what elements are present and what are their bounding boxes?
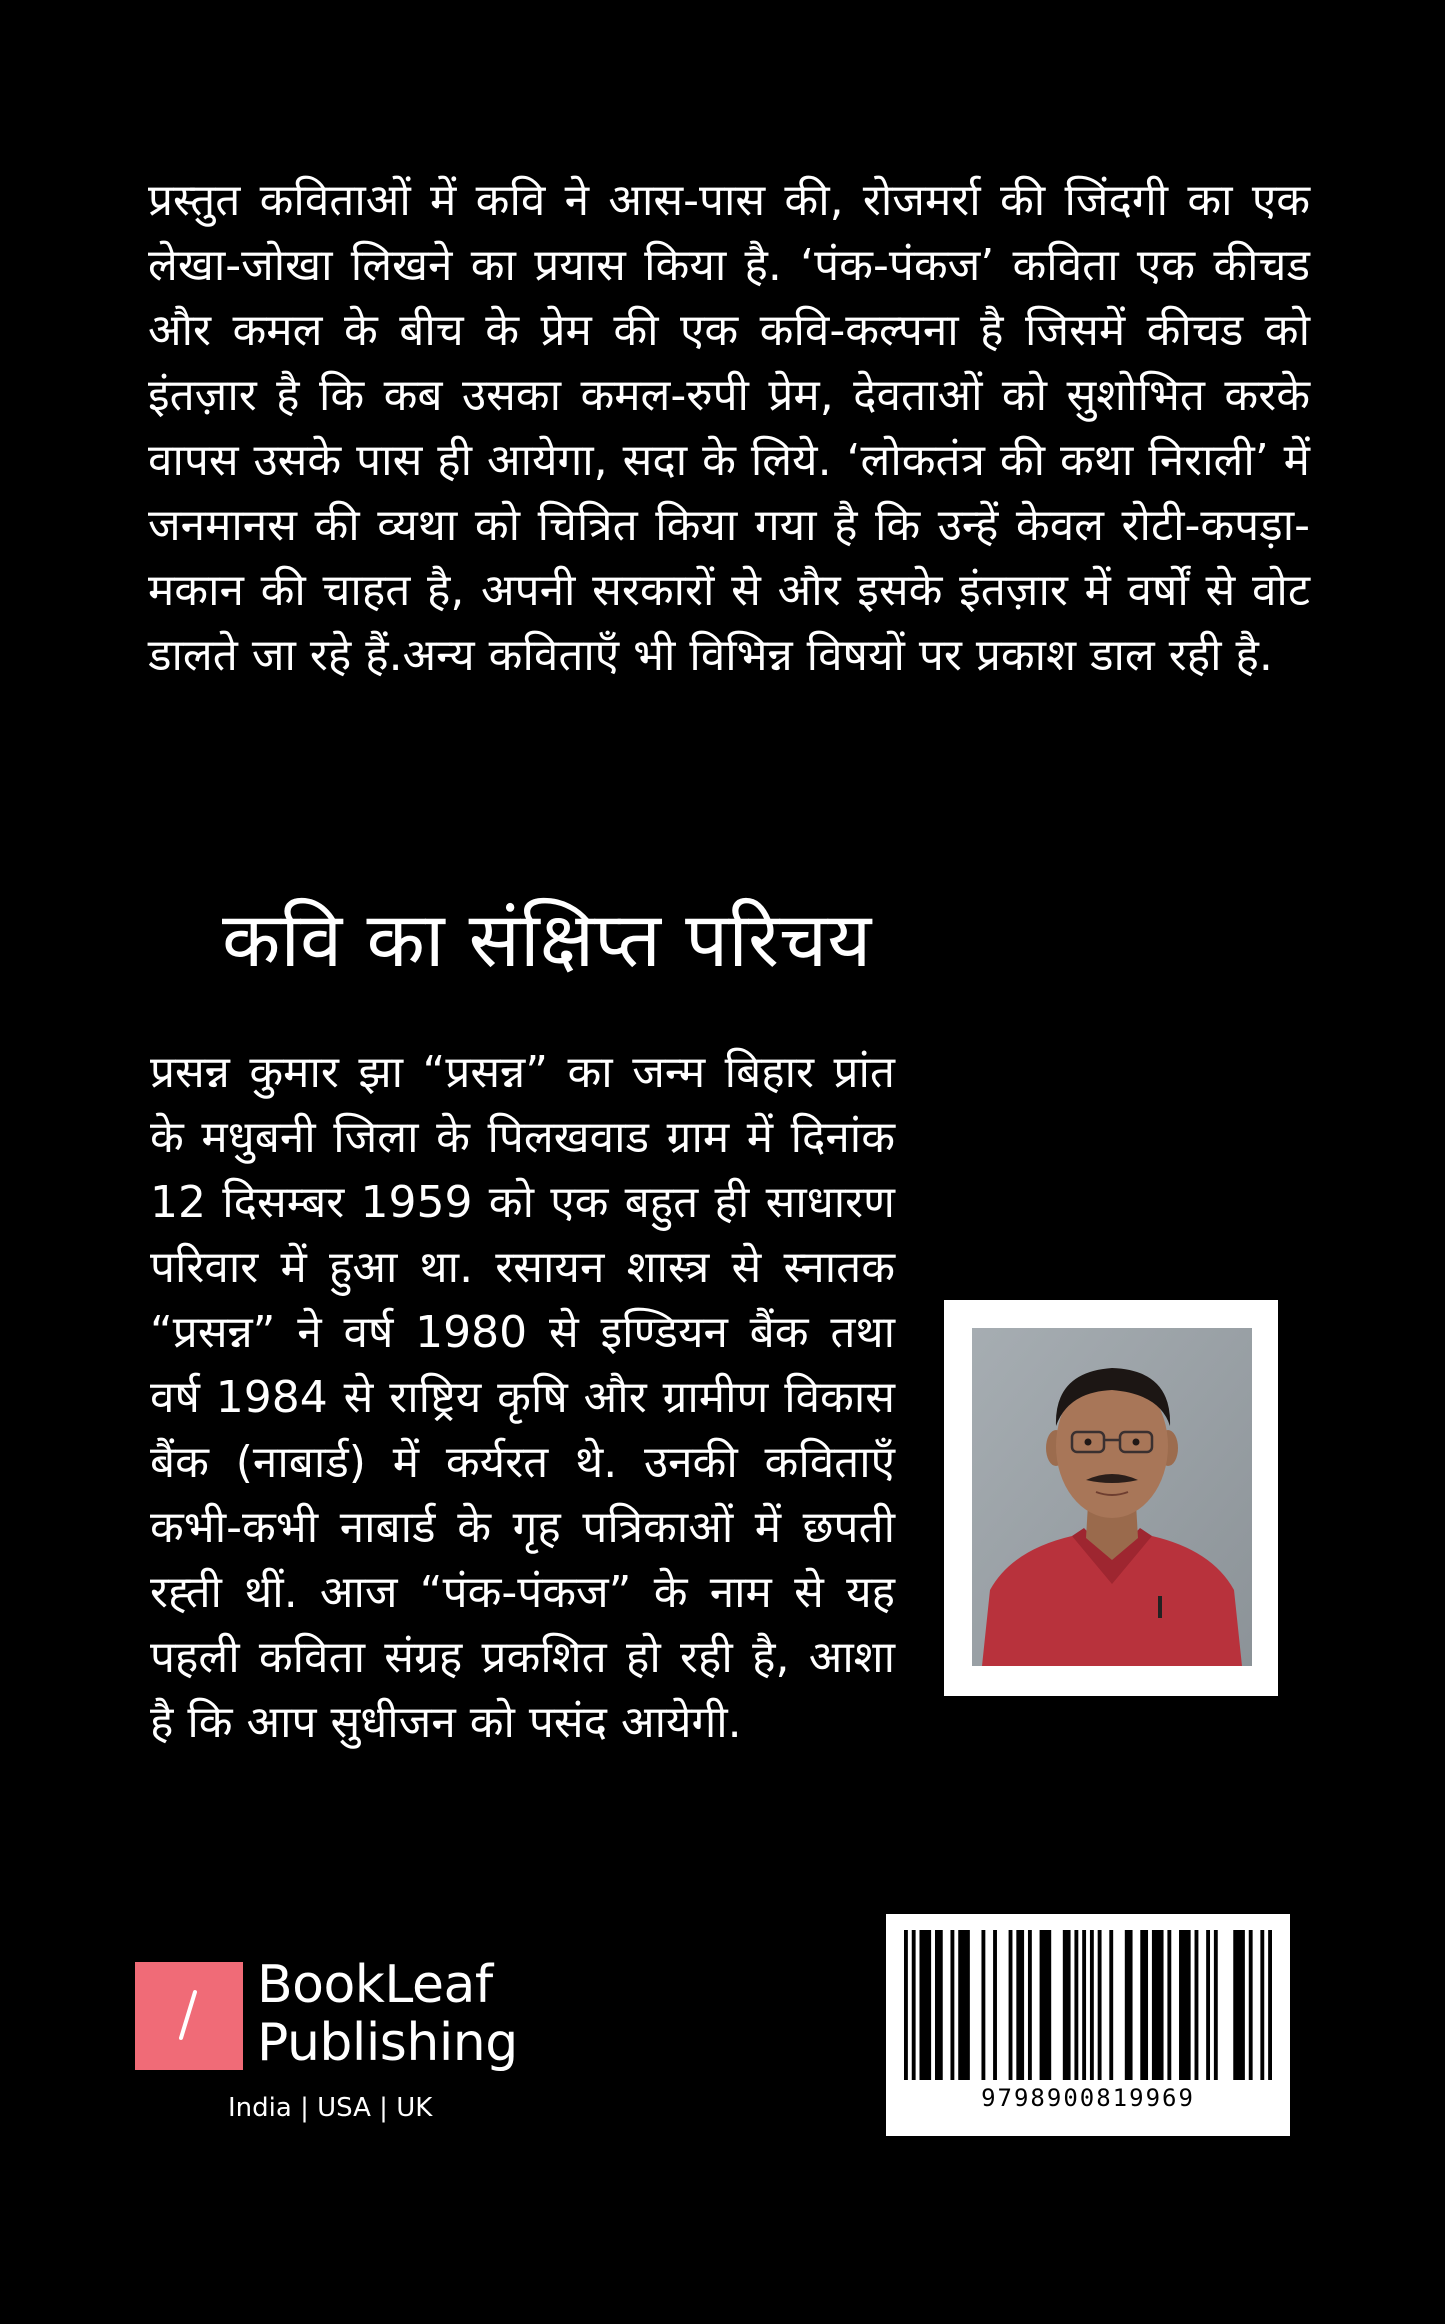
barcode-bar — [1260, 1930, 1264, 2080]
barcode-bar — [1249, 1930, 1253, 2080]
author-photo — [944, 1300, 1278, 1696]
publisher-name-line2: Publishing — [257, 2013, 518, 2073]
barcode-bar — [1063, 1930, 1071, 2080]
barcode-bar — [912, 1930, 916, 2080]
barcode-bar — [981, 1930, 985, 2080]
barcode-bar — [1125, 1930, 1133, 2080]
barcode-bar — [1028, 1930, 1032, 2080]
barcode-bar — [950, 1930, 954, 2080]
author-portrait-image — [972, 1328, 1252, 1666]
barcode-bar — [1140, 1930, 1148, 2080]
barcode-bar — [904, 1930, 908, 2080]
barcode-bar — [919, 1930, 931, 2080]
barcode-bar — [1040, 1930, 1052, 2080]
slash-icon — [135, 1962, 243, 2070]
publisher-name — [257, 1956, 518, 2072]
barcode-bars — [904, 1930, 1272, 2080]
barcode-bar — [1167, 1930, 1171, 2080]
barcode-bar — [1179, 1930, 1191, 2080]
barcode-bar — [935, 1930, 943, 2080]
barcode-bar — [993, 1930, 997, 2080]
barcode-bar — [1009, 1930, 1013, 2080]
barcode-bar — [1074, 1930, 1078, 2080]
barcode-bar — [1098, 1930, 1102, 2080]
barcode-bar — [1082, 1930, 1086, 2080]
barcode-bar — [1268, 1930, 1272, 2080]
publisher-regions: India | USA | UK — [228, 2093, 433, 2123]
author-intro-heading: कवि का संक्षिप्त परिचय — [222, 895, 872, 984]
barcode-bar — [1016, 1930, 1024, 2080]
barcode-bar — [958, 1930, 970, 2080]
publisher-name-line1: BookLeaf — [257, 1955, 493, 2015]
barcode-bar — [1214, 1930, 1218, 2080]
barcode-bar — [1233, 1930, 1245, 2080]
isbn-barcode — [886, 1914, 1290, 2136]
isbn-number: 9798900819969 — [981, 2084, 1195, 2112]
barcode-bar — [1090, 1930, 1094, 2080]
book-blurb: प्रस्तुत कविताओं में कवि ने आस-पास की, रोजमर्रा की जिंदगी का एक लेखा-जोखा लिखने का प्रयास किया है. ‘पंक-पंकज’ कविता एक कीचड और कमल के बीच के प्रेम की एक कवि-कल्पना है जिसमें कीचड को इंतज़ार है कि कब उसका कमल-रुपी प्रेम, देवताओं को सुशोभित करके वापस उसके पास ही आयेगा, सदा के लिये. ‘लोकतंत्र की कथा निराली’ में जनमानस की व्यथा को चित्रित किया गया है कि उन्हें केवल रोटी-कपड़ा-मकान की चाहत है, अपनी सरकारों से और इसके इंतज़ार में वर्षों से वोट डालते जा रहे हैं.अन्य कविताएँ भी विभिन्न विषयों पर प्रकाश डाल रही है. — [148, 175, 1310, 681]
barcode-bar — [1152, 1930, 1164, 2080]
author-bio: प्रसन्न कुमार झा “प्रसन्न” का जन्म बिहार प्रांत के मधुबनी जिला के पिलखवाड ग्राम में दिनांक 12 दिसम्बर 1959 को एक बहुत ही साधारण परिवार में हुआ था. रसायन शास्त्र से स्नातक “प्रसन्न” ने वर्ष 1980 से इण्डियन बैंक तथा वर्ष 1984 से राष्ट्रिय कृषि और ग्रामीण विकास बैंक (नाबार्ड) में कर्यरत थे. उनकी कविताएँ कभी-कभी नाबार्ड के गृह पत्रिकाओं में छपती रह्ती थीं. आज “पंक-पंकज” के नाम से यह पहली कविता संग्रह प्रकशित हो रही है, आशा है कि आप सुधीजन को पसंद आयेगी. — [150, 1047, 895, 1748]
barcode-bar — [1206, 1930, 1210, 2080]
publisher-logo — [135, 1955, 555, 2123]
barcode-bar — [1195, 1930, 1199, 2080]
barcode-bar — [1109, 1930, 1113, 2080]
